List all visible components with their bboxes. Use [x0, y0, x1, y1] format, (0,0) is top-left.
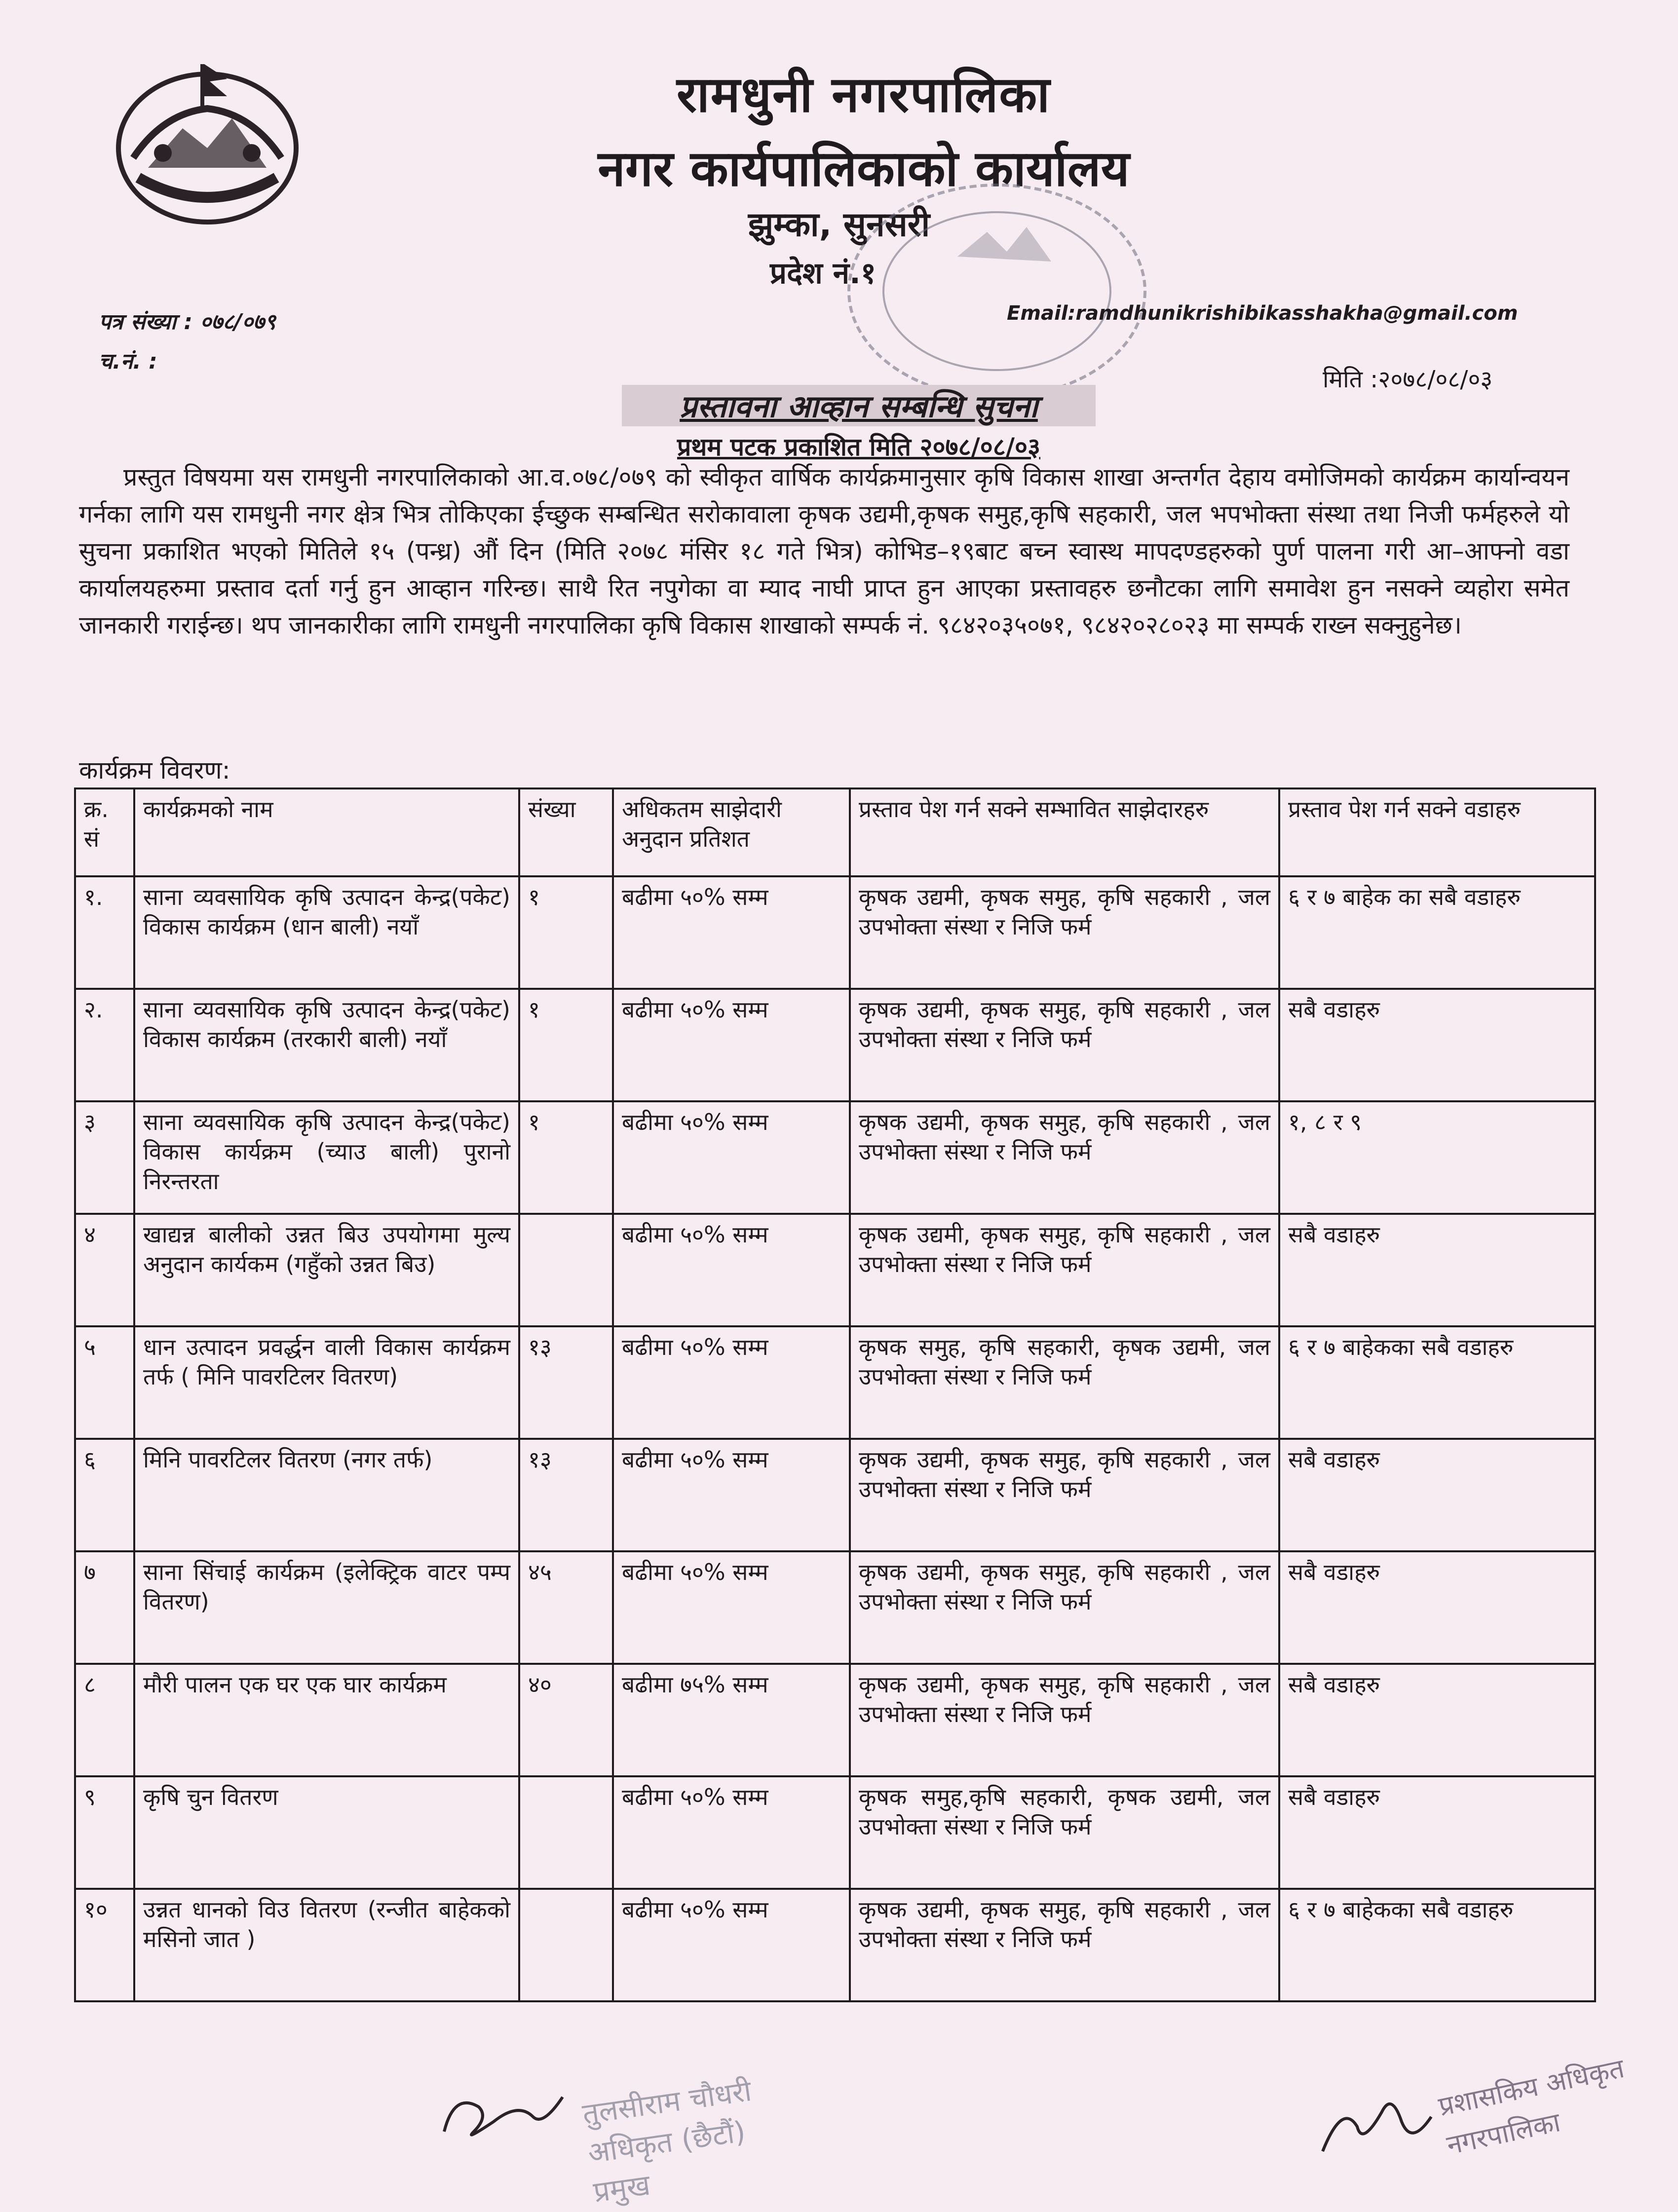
notice-subtitle: प्रथम पटक प्रकाशित मिति २०७८/०८/०३: [677, 433, 1040, 461]
cell-wards: ६ र ७ बाहेकका सबै वडाहरु: [1279, 1889, 1595, 2001]
cell-quantity: [519, 1214, 613, 1326]
header-grant-percent: अधिकतम साझेदारी अनुदान प्रतिशत: [613, 788, 850, 876]
header-wards: प्रस्ताव पेश गर्न सक्ने वडाहरु: [1279, 788, 1595, 876]
cell-quantity: १: [519, 876, 613, 989]
cell-partners: कृषक उद्यमी, कृषक समुह, कृषि सहकारी , जल उपभोक्ता संस्था र निजि फर्म: [850, 876, 1279, 989]
cell-serial: १.: [75, 876, 134, 989]
cell-serial: ७: [75, 1551, 134, 1664]
table-row: [75, 1776, 1595, 1889]
cell-serial: ३: [75, 1101, 134, 1214]
cell-partners: कृषक उद्यमी, कृषक समुह, कृषि सहकारी , जल उपभोक्ता संस्था र निजि फर्म: [850, 1664, 1279, 1776]
cell-wards: सबै वडाहरु: [1279, 1776, 1595, 1889]
cell-program-name: साना सिंचाई कार्यक्रम (इलेक्ट्रिक वाटर पम्प वितरण): [134, 1551, 519, 1664]
cell-grant: बढीमा ५०% सम्म: [613, 1326, 850, 1439]
cell-partners: कृषक समुह,कृषि सहकारी, कृषक उद्यमी, जल उपभोक्ता संस्था र निजि फर्म: [850, 1776, 1279, 1889]
cell-program-name: मौरी पालन एक घर एक घार कार्यक्रम: [134, 1664, 519, 1776]
table-row: [75, 1101, 1595, 1214]
cell-program-name: उन्नत धानको विउ वितरण (रन्जीत बाहेकको मसिनो जात ): [134, 1889, 519, 2001]
cell-wards: सबै वडाहरु: [1279, 1439, 1595, 1551]
cell-quantity: १: [519, 1101, 613, 1214]
cell-quantity: [519, 1889, 613, 2001]
cell-partners: कृषक समुह, कृषि सहकारी, कृषक उद्यमी, जल उपभोक्ता संस्था र निजि फर्म: [850, 1326, 1279, 1439]
cell-serial: ८: [75, 1664, 134, 1776]
reference-number: पत्र संख्या : ०७८/०७९: [99, 309, 276, 335]
dispatch-number: च.नं. :: [99, 349, 157, 374]
cell-serial: १०: [75, 1889, 134, 2001]
header-program-name: कार्यक्रमको नाम: [134, 788, 519, 876]
cell-grant: बढीमा ७५% सम्म: [613, 1664, 850, 1776]
table-header-row: [75, 788, 1595, 876]
cell-wards: सबै वडाहरु: [1279, 1664, 1595, 1776]
cell-wards: सबै वडाहरु: [1279, 1214, 1595, 1326]
cell-quantity: [519, 1776, 613, 1889]
cell-quantity: ४५: [519, 1551, 613, 1664]
cell-program-name: खाद्यन्न बालीको उन्नत बिउ उपयोगमा मुल्य अनुदान कार्यकम (गहुँको उन्नत बिउ): [134, 1214, 519, 1326]
cell-wards: ६ र ७ बाहेक का सबै वडाहरु: [1279, 876, 1595, 989]
official-seal-stamp: [839, 178, 1155, 405]
province: प्रदेश नं.१: [770, 256, 876, 291]
signatory-title: अधिकृत (छैटौं): [585, 2114, 748, 2170]
notice-date: मिति :२०७८/०८/०३: [1323, 366, 1493, 393]
cell-grant: बढीमा ५०% सम्म: [613, 1214, 850, 1326]
cell-serial: ४: [75, 1214, 134, 1326]
cell-quantity: १: [519, 989, 613, 1101]
header-partners: प्रस्ताव पेश गर्न सक्ने सम्भावित साझेदारहरु: [850, 788, 1279, 876]
cell-grant: बढीमा ५०% सम्म: [613, 876, 850, 989]
cell-wards: सबै वडाहरु: [1279, 989, 1595, 1101]
cell-grant: बढीमा ५०% सम्म: [613, 1889, 850, 2001]
office-stamp: [1435, 2049, 1636, 2165]
table-row: [75, 1326, 1595, 1439]
table-row: [75, 1551, 1595, 1664]
signature-left: [434, 2077, 582, 2146]
cell-partners: कृषक उद्यमी, कृषक समुह, कृषि सहकारी , जल उपभोक्ता संस्था र निजि फर्म: [850, 1889, 1279, 2001]
office-address: झुम्का, सुनसरी: [748, 205, 930, 244]
table-row: [75, 1889, 1595, 2001]
office-name: नगर कार्यपालिकाको कार्यालय: [598, 140, 1130, 197]
cell-program-name: कृषि चुन वितरण: [134, 1776, 519, 1889]
cell-program-name: मिनि पावरटिलर वितरण (नगर तर्फ): [134, 1439, 519, 1551]
cell-quantity: १३: [519, 1439, 613, 1551]
cell-program-name: साना व्यवसायिक कृषि उत्पादन केन्द्र(पकेट) विकास कार्यक्रम (च्याउ बाली) पुरानो निरन्तरता: [134, 1101, 519, 1214]
cell-serial: ५: [75, 1326, 134, 1439]
cell-partners: कृषक उद्यमी, कृषक समुह, कृषि सहकारी , जल उपभोक्ता संस्था र निजि फर्म: [850, 1101, 1279, 1214]
cell-grant: बढीमा ५०% सम्म: [613, 1439, 850, 1551]
header-quantity: संख्या: [519, 788, 613, 876]
cell-grant: बढीमा ५०% सम्म: [613, 1776, 850, 1889]
table-row: [75, 989, 1595, 1101]
cell-grant: बढीमा ५०% सम्म: [613, 989, 850, 1101]
table-row: [75, 1439, 1595, 1551]
table-row: [75, 1214, 1595, 1326]
notice-body: प्रस्तुत विषयमा यस रामधुनी नगरपालिकाको आ.व.०७८/०७९ को स्वीकृत वार्षिक कार्यक्रमानुसार कृषि विकास शाखा अन्तर्गत देहाय वमोजिमको कार्यक्रम कार्यान्वयन गर्नका लागि यस रामधुनी नगर क्षेत्र भित्र तोकिएका ईच्छुक सम्बन्धित सरोकावाला कृषक उद्यमी,कृषक समुह,कृषि सहकारी, जल भपभोक्ता संस्था तथा निजी फर्महरुले यो सुचना प्रकाशित भएको मितिले १५ (पन्ध्र) औं दिन (मिति २०७८ मंसिर १८ गते भित्र) कोभिड–१९बाट बच्न स्वास्थ मापदण्डहरुको पुर्ण पालना गरी आ–आफ्नो वडा कार्यालयहरुमा प्रस्ताव दर्ता गर्नु हुन आव्हान गरिन्छ। साथै रित नपुगेका वा म्याद नाघी प्राप्त हुन आएका प्रस्तावहरु छनौटका लागि समावेश हुन नसक्ने व्यहोरा समेत जानकारी गराईन्छ। थप जानकारीका लागि रामधुनी नगरपालिका कृषि विकास शाखाको सम्पर्क नं. ९८४२०३५०७१, ९८४२०२८०२३ मा सम्पर्क राख्न सक्नुहुनेछ।: [79, 463, 1569, 639]
cell-quantity: १३: [519, 1326, 613, 1439]
cell-serial: २.: [75, 989, 134, 1101]
notice-title: प्रस्तावना आव्हान सम्बन्धि सुचना: [622, 385, 1096, 426]
cell-serial: ९: [75, 1776, 134, 1889]
cell-wards: ६ र ७ बाहेकका सबै वडाहरु: [1279, 1326, 1595, 1439]
cell-grant: बढीमा ५०% सम्म: [613, 1551, 850, 1664]
signature-right: [1313, 2082, 1441, 2161]
cell-grant: बढीमा ५०% सम्म: [613, 1101, 850, 1214]
program-table: [74, 787, 1596, 2002]
cell-program-name: साना व्यवसायिक कृषि उत्पादन केन्द्र(पकेट) विकास कार्यक्रम (धान बाली) नयाँ: [134, 876, 519, 989]
cell-partners: कृषक उद्यमी, कृषक समुह, कृषि सहकारी , जल उपभोक्ता संस्था र निजि फर्म: [850, 1214, 1279, 1326]
office-stamp-line1: प्रशासकिय अधिकृत: [1436, 2052, 1627, 2122]
cell-partners: कृषक उद्यमी, कृषक समुह, कृषि सहकारी , जल उपभोक्ता संस्था र निजि फर्म: [850, 989, 1279, 1101]
cell-partners: कृषक उद्यमी, कृषक समुह, कृषि सहकारी , जल उपभोक्ता संस्था र निजि फर्म: [850, 1439, 1279, 1551]
cell-program-name: धान उत्पादन प्रवर्द्धन वाली विकास कार्यक्रम तर्फ ( मिनि पावरटिलर वितरण): [134, 1326, 519, 1439]
table-row: [75, 876, 1595, 989]
cell-wards: सबै वडाहरु: [1279, 1551, 1595, 1664]
signatory-role: प्रमुख: [591, 2168, 652, 2209]
municipality-name: रामधुनी नगरपालिका: [676, 66, 1051, 123]
table-row: [75, 1664, 1595, 1776]
header-serial: क्र. सं: [75, 788, 134, 876]
signatory-name: तुलसीराम चौधरी: [580, 2074, 754, 2131]
contact-email: Email:ramdhunikrishibikasshakha@gmail.com: [1007, 302, 1518, 325]
program-details-label: कार्यक्रम विवरण:: [79, 756, 230, 785]
cell-quantity: ४०: [519, 1664, 613, 1776]
signatory-stamp: [580, 2071, 765, 2212]
cell-partners: कृषक उद्यमी, कृषक समुह, कृषि सहकारी , जल उपभोक्ता संस्था र निजि फर्म: [850, 1551, 1279, 1664]
cell-serial: ६: [75, 1439, 134, 1551]
office-stamp-line2: नगरपालिका: [1444, 2106, 1564, 2161]
cell-program-name: साना व्यवसायिक कृषि उत्पादन केन्द्र(पकेट) विकास कार्यक्रम (तरकारी बाली) नयाँ: [134, 989, 519, 1101]
nepal-emblem-icon: [104, 54, 311, 232]
cell-wards: १, ८ र ९: [1279, 1101, 1595, 1214]
